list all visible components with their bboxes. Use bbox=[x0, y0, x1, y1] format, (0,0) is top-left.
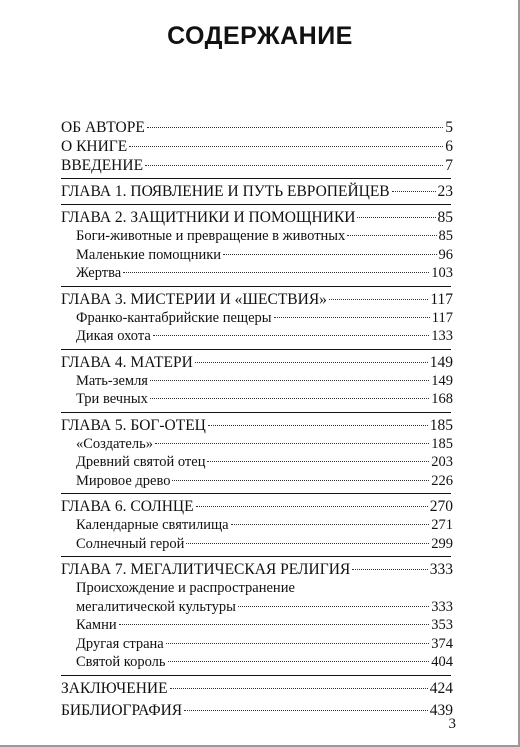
dot-leader bbox=[123, 272, 429, 273]
page-title: СОДЕРЖАНИЕ bbox=[167, 22, 353, 50]
toc-entry-section[interactable] bbox=[61, 653, 453, 672]
dot-leader bbox=[223, 254, 436, 255]
toc-entry-section-line[interactable] bbox=[61, 579, 453, 598]
toc-entry-page: 85 bbox=[438, 228, 453, 244]
dot-leader bbox=[231, 524, 430, 525]
table-of-contents bbox=[61, 118, 453, 720]
toc-entry-chapter-1[interactable] bbox=[61, 182, 453, 201]
toc-entry-chapter-7[interactable] bbox=[61, 560, 453, 579]
toc-entry-label: ГЛАВА 1. ПОЯВЛЕНИЕ И ПУТЬ ЕВРОПЕЙЦЕВ bbox=[61, 183, 390, 200]
toc-entry-introduction[interactable] bbox=[61, 156, 453, 175]
section-divider bbox=[61, 412, 451, 413]
toc-entry-label: Жертва bbox=[76, 265, 122, 281]
toc-entry-page: 333 bbox=[429, 561, 453, 578]
toc-entry-section[interactable] bbox=[61, 472, 453, 491]
toc-entry-page: 103 bbox=[431, 265, 453, 281]
toc-entry-page: 439 bbox=[429, 701, 453, 719]
toc-entry-section[interactable] bbox=[61, 635, 453, 654]
toc-entry-label: Три вечных bbox=[76, 391, 148, 407]
toc-entry-label: Происхождение и распространение bbox=[76, 580, 295, 596]
toc-entry-chapter-6[interactable] bbox=[61, 497, 453, 516]
toc-entry-page: 374 bbox=[431, 635, 453, 652]
toc-entry-bibliography[interactable] bbox=[61, 701, 453, 720]
toc-entry-page: 299 bbox=[431, 535, 453, 552]
section-divider bbox=[61, 286, 451, 287]
section-divider bbox=[61, 556, 451, 557]
toc-entry-page: 23 bbox=[437, 183, 453, 200]
dot-leader bbox=[357, 217, 435, 218]
toc-entry-label: Древний святой отец bbox=[76, 454, 206, 470]
toc-entry-section[interactable] bbox=[61, 309, 453, 328]
toc-entry-page: 117 bbox=[430, 290, 453, 308]
toc-entry-page: 226 bbox=[431, 472, 453, 489]
dot-leader bbox=[196, 506, 428, 507]
toc-entry-label: Боги-животные и превращение в животных bbox=[76, 228, 346, 244]
toc-entry-label: Камни bbox=[76, 617, 117, 633]
dot-leader bbox=[129, 146, 443, 147]
dot-leader bbox=[150, 380, 429, 381]
toc-entry-conclusion[interactable] bbox=[61, 679, 453, 698]
toc-entry-label: ОБ АВТОРЕ bbox=[61, 119, 145, 136]
toc-entry-page: 5 bbox=[445, 119, 453, 136]
toc-entry-section[interactable] bbox=[61, 327, 453, 346]
dot-leader bbox=[168, 661, 430, 662]
toc-entry-chapter-4[interactable] bbox=[61, 353, 453, 372]
dot-leader bbox=[184, 710, 428, 711]
dot-leader bbox=[347, 235, 436, 236]
section-divider bbox=[61, 675, 451, 676]
toc-entry-page: 353 bbox=[431, 617, 453, 633]
toc-entry-about-book[interactable] bbox=[61, 137, 453, 156]
section-divider bbox=[61, 493, 451, 494]
dot-leader bbox=[208, 425, 428, 426]
toc-entry-page: 96 bbox=[438, 246, 453, 263]
toc-entry-label: БИБЛИОГРАФИЯ bbox=[61, 701, 183, 719]
dot-leader bbox=[172, 480, 429, 481]
toc-entry-section[interactable] bbox=[61, 516, 453, 535]
toc-entry-label: О КНИГЕ bbox=[61, 138, 128, 155]
dot-leader bbox=[207, 461, 429, 462]
toc-entry-label: Солнечный герой bbox=[76, 535, 185, 552]
toc-entry-page: 271 bbox=[431, 517, 453, 533]
toc-entry-section[interactable] bbox=[61, 246, 453, 265]
toc-entry-label: ГЛАВА 6. СОЛНЦЕ bbox=[61, 498, 194, 515]
toc-entry-label: Мать-земля bbox=[76, 372, 148, 389]
toc-entry-page: 117 bbox=[431, 309, 453, 326]
toc-entry-label: ГЛАВА 4. МАТЕРИ bbox=[61, 353, 193, 371]
toc-entry-section[interactable] bbox=[61, 264, 453, 283]
dot-leader bbox=[352, 569, 428, 570]
toc-entry-label: ГЛАВА 7. МЕГАЛИТИЧЕСКАЯ РЕЛИГИЯ bbox=[61, 561, 351, 578]
toc-entry-chapter-5[interactable] bbox=[61, 416, 453, 435]
toc-entry-label: ГЛАВА 5. БОГ-ОТЕЦ bbox=[61, 416, 206, 434]
toc-entry-page: 404 bbox=[431, 654, 453, 670]
toc-entry-page: 185 bbox=[431, 435, 453, 452]
toc-entry-page: 149 bbox=[429, 353, 453, 371]
toc-entry-page: 149 bbox=[431, 372, 453, 389]
toc-entry-label: Маленькие помощники bbox=[76, 246, 222, 263]
toc-entry-label: Другая страна bbox=[76, 635, 164, 652]
dot-leader bbox=[145, 165, 443, 166]
toc-entry-page: 333 bbox=[431, 598, 453, 615]
toc-entry-section[interactable] bbox=[61, 390, 453, 409]
dot-leader bbox=[329, 299, 428, 300]
page-number: 3 bbox=[448, 716, 456, 732]
dot-leader bbox=[238, 606, 429, 607]
dot-leader bbox=[155, 443, 429, 444]
toc-entry-page: 185 bbox=[429, 416, 453, 434]
toc-entry-label: ЗАКЛЮЧЕНИЕ bbox=[61, 679, 168, 697]
dot-leader bbox=[119, 624, 430, 625]
toc-entry-label: Мировое древо bbox=[76, 472, 171, 489]
toc-entry-chapter-3[interactable] bbox=[61, 290, 453, 309]
toc-entry-page: 203 bbox=[431, 454, 453, 470]
toc-entry-section[interactable] bbox=[61, 616, 453, 635]
toc-entry-label: ВВЕДЕНИЕ bbox=[61, 157, 144, 174]
dot-leader bbox=[170, 688, 428, 689]
dot-leader bbox=[166, 643, 430, 644]
toc-entry-label: Святой король bbox=[76, 654, 166, 670]
toc-entry-label: Дикая охота bbox=[76, 328, 151, 344]
toc-entry-about-author[interactable] bbox=[61, 118, 453, 137]
toc-entry-label: ГЛАВА 2. ЗАЩИТНИКИ И ПОМОЩНИКИ bbox=[61, 209, 356, 226]
dot-leader bbox=[150, 398, 429, 399]
toc-entry-section[interactable] bbox=[61, 435, 453, 454]
dot-leader bbox=[392, 191, 436, 192]
dot-leader bbox=[195, 362, 428, 363]
toc-entry-label: ГЛАВА 3. МИСТЕРИИ И «ШЕСТВИЯ» bbox=[61, 290, 327, 308]
toc-entry-page: 6 bbox=[445, 138, 453, 155]
toc-entry-page: 424 bbox=[429, 679, 453, 697]
toc-entry-page: 85 bbox=[437, 209, 453, 226]
dot-leader bbox=[274, 317, 430, 318]
section-divider bbox=[61, 204, 451, 205]
toc-entry-section[interactable] bbox=[61, 453, 453, 472]
toc-entry-page: 168 bbox=[431, 391, 453, 407]
toc-entry-label: «Создатель» bbox=[76, 435, 153, 452]
toc-entry-section[interactable] bbox=[61, 227, 453, 246]
toc-entry-page: 7 bbox=[445, 157, 453, 174]
toc-entry-label: мегалитической культуры bbox=[76, 598, 236, 615]
toc-entry-section[interactable] bbox=[61, 535, 453, 554]
toc-entry-label: Франко-кантабрийские пещеры bbox=[76, 309, 272, 326]
section-divider bbox=[61, 349, 451, 350]
toc-entry-page: 133 bbox=[431, 328, 453, 344]
dot-leader bbox=[153, 335, 429, 336]
toc-entry-section[interactable] bbox=[61, 598, 453, 617]
toc-entry-section[interactable] bbox=[61, 372, 453, 391]
section-divider bbox=[61, 178, 451, 179]
toc-entry-chapter-2[interactable] bbox=[61, 208, 453, 227]
toc-entry-label: Календарные святилища bbox=[76, 517, 229, 533]
toc-entry-page: 270 bbox=[429, 498, 453, 515]
dot-leader bbox=[186, 543, 429, 544]
dot-leader bbox=[147, 127, 443, 128]
